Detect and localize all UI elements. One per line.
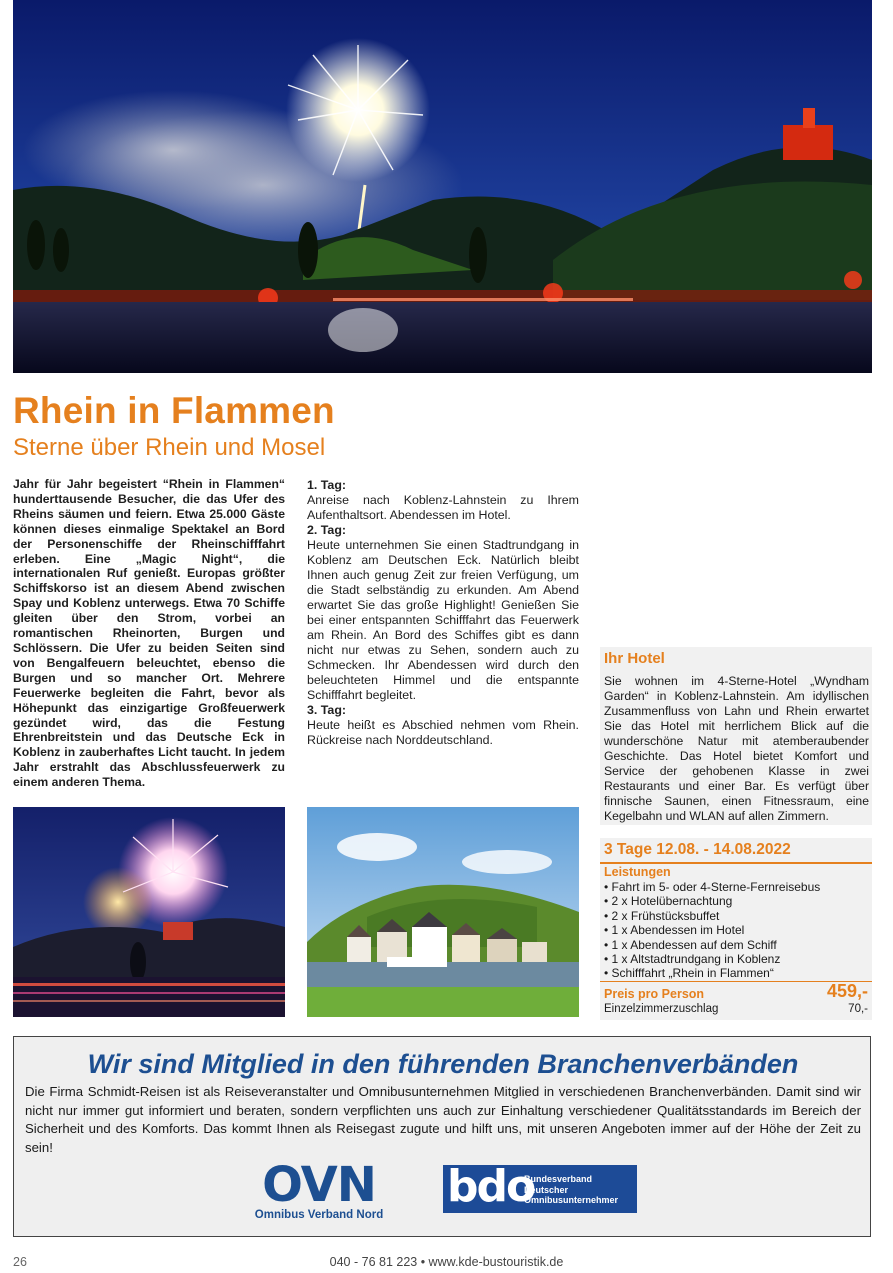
single-room-price: 70,- xyxy=(848,1003,868,1015)
bdo-line: Deutscher xyxy=(524,1184,569,1195)
service-item: • Fahrt im 5- oder 4-Sterne-Fernreisebus xyxy=(604,880,821,894)
bdo-logo xyxy=(443,1161,637,1213)
footer-contact: 040 - 76 81 223 • www.kde-bustouristik.de xyxy=(329,1255,564,1269)
page-subtitle: Sterne über Rhein und Mosel xyxy=(13,434,326,461)
intro-text: Jahr für Jahr begeistert “Rhein in Flammen“ hunderttausende Besucher, die das Ufer des Rheins säumen und feiern. Etwa 25.000 Gäste können dieses einmalige Spektakel an Bord der Personenschiffe der Rheinschifffahrt erleben. Eine „Magic Night“, die internationalen Ruf genießt. Europas größter Schiffskorso ist an diesem Abend zwischen Spay und Koblenz unterwegs. Etwa 70 Schiffe gleiten über den Strom, vorbei an romantischen Rheinorten, Burgen und Schlössern. Die Ufer zu beiden Seiten sind von Bengalfeuern beleuchtet, ebenso die Burgen und so mancher Ort. Mehrere Feuerwerke begleiten die Fahrt, bevor als Höhepunkt das einzigartige Großfeuerwerk gezündet wird, das die Festung Ehrenbreitstein und das Deutsche Eck in Koblenz in zauberhaftes Licht taucht. In jedem Jahr erstrahlt das Abschlussfeuerwerk zu einem anderen Thema. xyxy=(13,477,285,790)
itinerary xyxy=(307,478,579,748)
service-item: • Schifffahrt „Rhein in Flammen“ xyxy=(604,966,774,981)
itinerary-day-text: Anreise nach Koblenz-Lahnstein zu Ihrem Aufenthaltsort. Abendessen im Hotel. xyxy=(307,493,579,522)
ovn-logo xyxy=(243,1157,395,1223)
service-item: • 1 x Abendessen im Hotel xyxy=(604,923,745,938)
hotel-description: Sie wohnen im 4-Sterne-Hotel „Wyndham Garden“ in Koblenz-Lahnstein. Am idyllischen Zusammenfluss von Lahn und Rhein erwartet Sie das Hotel mit herrlichem Blick auf die wunderschöne Natur mit atemberaubender Geschichte. Das Hotel bietet Komfort und Service der gehobenen Klasse in zwei Restaurants und einer Bar. Es verfügt über finnische Saunen, einen Fitnessraum, eine Kegelbahn und WLAN auf allen Zimmern. xyxy=(604,674,869,823)
hotel-box xyxy=(600,647,872,825)
bdo-line: Omnibusunternehmer xyxy=(524,1195,619,1205)
hotel-heading: Ihr Hotel xyxy=(604,650,665,667)
hero-image xyxy=(13,0,872,373)
divider xyxy=(600,862,872,864)
page-title: Rhein in Flammen xyxy=(13,390,335,431)
services-heading: Leistungen xyxy=(604,865,671,879)
itinerary-day-text: Heute heißt es Abschied nehmen vom Rhein. Rückreise nach Norddeutschland. xyxy=(307,718,579,747)
photo-moselle-town xyxy=(307,807,579,1017)
bdo-logo-text xyxy=(524,1174,618,1206)
ovn-logo-letters: OVN xyxy=(262,1157,376,1213)
single-room-label: Einzelzimmerzuschlag xyxy=(604,1003,719,1015)
service-item: • 2 x Hotelübernachtung xyxy=(604,894,733,909)
membership-text: Die Firma Schmidt-Reisen ist als Reiseveranstalter und Omnibusunternehmen Mitglied in verschiedenen Branchenverbänden. Damit sind wir nicht nur immer gut informiert und beraten, sondern verpflichten uns auch zur Einhaltung verschiedener Qualitätsstandards im Bereich der Sicherheit und des Komforts. Das kommt Ihnen als Reisegast zugute und hilft uns, mit unseren Angeboten immer auf der Höhe der Zeit zu sein! xyxy=(25,1084,861,1155)
bdo-line: Bundesverband xyxy=(524,1174,593,1184)
itinerary-day-text: Heute unternehmen Sie einen Stadtrundgang in Koblenz am Deutschen Eck. Natürlich bleibt Ihnen auch genug Zeit zur freien Verfügung, um die Stadt selbständig zu erkunden. Am Abend erwartet Sie das große Highlight! Genießen Sie bei einer entspannten Schifffahrt das Feuerwerk am Rhein. An Bord des Schiffes gibt es dann nicht nur etwas zu Sehen, sondern auch zu Schmecken. Ihr Abendessen wird durch den beleuchteten Himmel und die entspannte Schifffahrt begleitet. xyxy=(307,538,579,702)
service-item: • 2 x Frühstücksbuffet xyxy=(604,908,720,923)
trip-info-box xyxy=(600,838,872,1020)
itinerary-day-label: 2. Tag: xyxy=(307,523,347,537)
membership-box xyxy=(13,1036,871,1237)
services-list xyxy=(604,880,820,981)
bdo-logo-letters: bdo xyxy=(447,1161,535,1212)
itinerary-day-label: 3. Tag: xyxy=(307,703,347,717)
photo-fireworks-castle xyxy=(13,807,285,1017)
itinerary-day-label: 1. Tag: xyxy=(307,478,347,492)
ovn-logo-name: Omnibus Verband Nord xyxy=(254,1209,384,1221)
trip-dates: 3 Tage 12.08. - 14.08.2022 xyxy=(604,841,791,858)
service-item: • 1 x Abendessen auf dem Schiff xyxy=(604,937,777,952)
page-number: 26 xyxy=(13,1255,27,1269)
price-value: 459,- xyxy=(826,981,868,1001)
price-label: Preis pro Person xyxy=(604,987,705,1001)
membership-heading: Wir sind Mitglied in den führenden Branchenverbänden xyxy=(87,1049,799,1079)
service-item: • 1 x Altstadtrundgang in Koblenz xyxy=(604,952,781,967)
